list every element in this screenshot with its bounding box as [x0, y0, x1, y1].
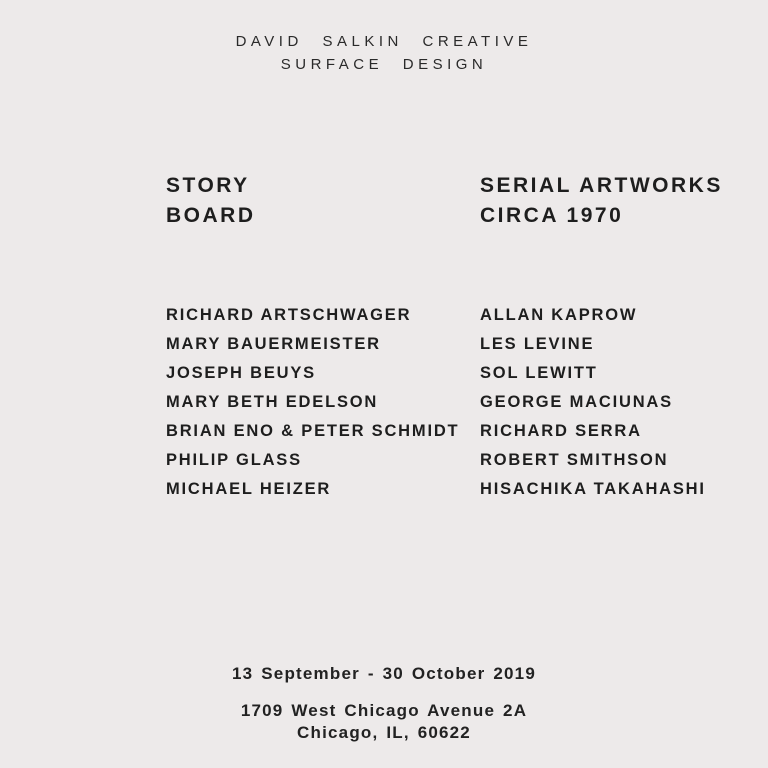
artist-list-right: [480, 301, 706, 504]
artist-name: ALLAN KAPROW: [480, 306, 638, 324]
title-left-line2: BOARD: [166, 204, 256, 227]
artist-name: GEORGE MACIUNAS: [480, 393, 673, 411]
artist-name: HISACHIKA TAKAHASHI: [480, 480, 706, 498]
artist-name: BRIAN ENO & PETER SCHMIDT: [166, 422, 460, 440]
exhibition-dates: 13 September - 30 October 2019: [232, 664, 536, 683]
artist-list-left: [166, 301, 459, 504]
exhibition-title-left: [166, 171, 256, 231]
artist-name: SOL LEWITT: [480, 364, 598, 382]
brand-name: DAVID SALKIN CREATIVE: [235, 33, 533, 50]
exhibition-address: [0, 700, 768, 744]
exhibition-title-right: [480, 171, 723, 231]
title-right-line2: CIRCA 1970: [480, 204, 624, 227]
address-street: 1709 West Chicago Avenue 2A: [240, 701, 528, 720]
title-left-line1: STORY: [166, 174, 250, 197]
artist-name: ROBERT SMITHSON: [480, 451, 669, 469]
brand-header: [0, 30, 768, 76]
artist-name: PHILIP GLASS: [166, 451, 302, 469]
artist-name: MARY BETH EDELSON: [166, 393, 379, 411]
artist-name: MICHAEL HEIZER: [166, 480, 332, 498]
title-right-line1: SERIAL ARTWORKS: [480, 174, 723, 197]
artist-name: JOSEPH BEUYS: [166, 364, 316, 382]
artist-name: RICHARD SERRA: [480, 422, 642, 440]
brand-tagline: SURFACE DESIGN: [280, 56, 488, 73]
artist-name: MARY BAUERMEISTER: [166, 335, 381, 353]
address-city: Chicago, IL, 60622: [297, 723, 471, 742]
artist-name: LES LEVINE: [480, 335, 595, 353]
artist-name: RICHARD ARTSCHWAGER: [166, 306, 412, 324]
